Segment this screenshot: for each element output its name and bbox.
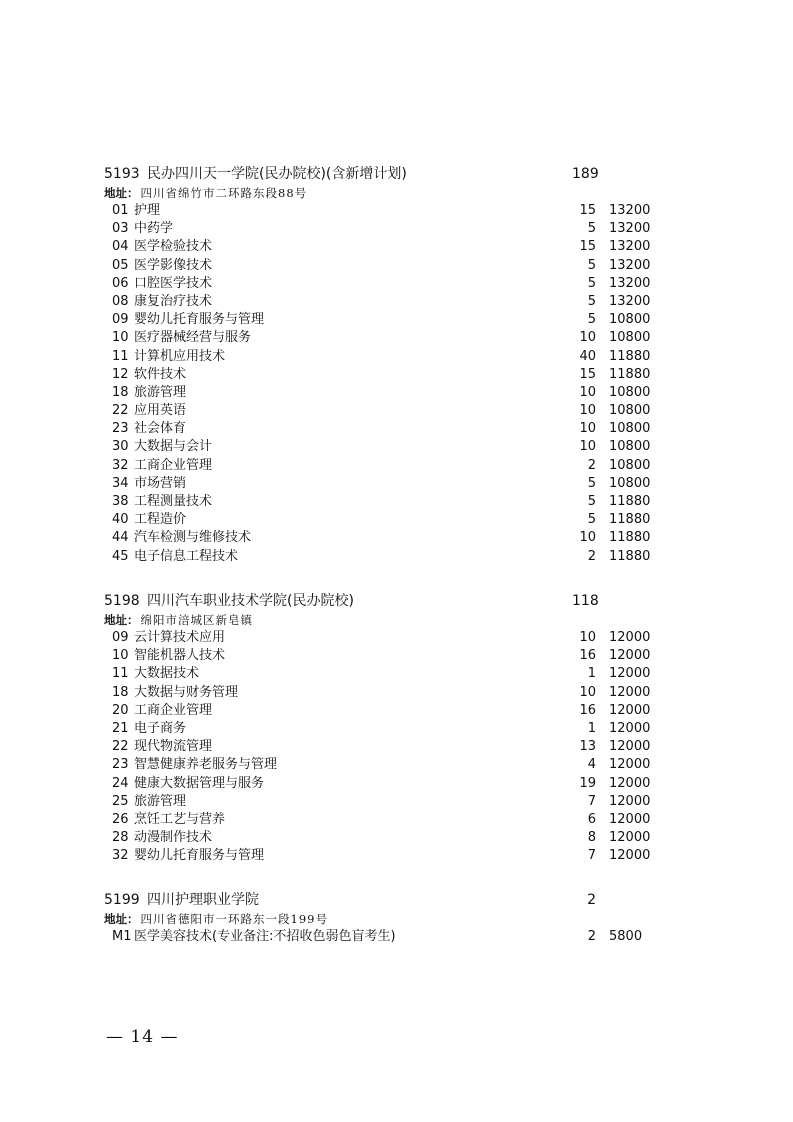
major-code: M1 [112,929,132,944]
major-row [104,829,664,847]
major-quota: 10 [579,439,596,455]
major-code: 44 [112,530,129,546]
major-code: 09 [112,312,129,328]
major-name: 工商企业管理 [134,457,213,473]
major-tuition: 11880 [609,348,651,364]
major-tuition: 10800 [609,439,651,455]
major-tuition: 10800 [609,330,651,346]
major-row [104,257,664,275]
major-code: 34 [112,475,129,491]
major-quota: 7 [587,793,596,809]
major-quota: 10 [579,630,596,645]
major-name: 电子信息工程技术 [134,548,239,564]
major-name: 康复治疗技术 [134,293,213,309]
major-name: 大数据与财务管理 [134,684,239,700]
major-tuition: 12000 [609,830,651,846]
major-name: 婴幼儿托育服务与管理 [134,848,265,864]
major-row [104,402,664,420]
school-block-5198 [104,590,664,865]
major-code: 26 [112,811,129,827]
major-row [104,684,664,702]
major-code: 22 [112,403,129,419]
major-row [104,847,664,865]
major-quota: 10 [579,384,596,400]
major-name: 中药学 [134,221,174,237]
major-quota: 5 [587,257,596,273]
major-name: 软件技术 [134,366,187,382]
address-text: 四川省德阳市一环路东一段199号 [140,912,328,926]
major-code: 22 [112,739,129,755]
school-header [104,889,664,911]
major-quota: 5 [587,494,596,509]
major-list [104,629,664,865]
major-row [104,665,664,683]
major-code: 11 [112,666,129,682]
school-block-5193 [104,163,664,566]
major-tuition: 12000 [609,684,651,700]
major-code: 08 [112,293,129,309]
school-total-quota: 2 [587,892,596,908]
major-quota: 5 [587,221,596,237]
school-address [104,185,664,202]
major-row [104,293,664,311]
major-quota: 10 [579,421,596,437]
major-tuition: 12000 [609,720,651,736]
major-quota: 2 [587,929,596,944]
major-tuition: 10800 [609,475,651,491]
major-quota: 5 [587,293,596,309]
major-name: 计算机应用技术 [134,348,226,364]
major-code: 18 [112,384,129,400]
major-quota: 5 [587,312,596,328]
major-code: 10 [112,648,129,664]
major-quota: 40 [579,348,596,364]
address-text: 四川省绵竹市二环路东段88号 [140,186,308,200]
major-code: 45 [112,548,129,564]
major-name: 大数据技术 [134,666,200,682]
major-code: 09 [112,630,129,645]
major-quota: 10 [579,330,596,346]
school-header [104,590,664,612]
major-tuition: 11880 [609,366,651,382]
major-tuition: 12000 [609,848,651,864]
major-name: 工程测量技术 [134,494,213,509]
major-list [104,202,664,566]
major-row [104,811,664,829]
major-quota: 15 [579,203,596,218]
major-quota: 4 [587,757,596,773]
major-row [104,348,664,366]
major-code: 06 [112,275,129,291]
major-tuition: 11880 [609,512,651,528]
school-name: 四川护理职业学院 [147,892,259,908]
major-row [104,475,664,493]
major-list [104,928,664,946]
major-row [104,220,664,238]
major-tuition: 10800 [609,384,651,400]
address-text: 绵阳市涪城区新皂镇 [140,613,253,627]
major-quota: 2 [587,457,596,473]
major-name: 汽车检测与维修技术 [134,530,252,546]
major-code: 23 [112,421,129,437]
major-quota: 15 [579,239,596,255]
school-code: 5198 [104,593,140,609]
major-code: 30 [112,439,129,455]
major-code: 32 [112,457,129,473]
major-name: 医学美容技术(专业备注:不招收色弱色盲考生) [134,929,396,944]
major-quota: 8 [587,830,596,846]
school-code: 5193 [104,166,140,182]
major-code: 21 [112,720,129,736]
major-tuition: 12000 [609,757,651,773]
major-row [104,384,664,402]
major-name: 电子商务 [134,720,187,736]
major-name: 智慧健康养老服务与管理 [134,757,278,773]
major-tuition: 12000 [609,666,651,682]
major-code: 05 [112,257,129,273]
major-quota: 10 [579,530,596,546]
major-name: 口腔医学技术 [134,275,213,291]
major-tuition: 13200 [609,293,651,309]
major-row [104,756,664,774]
major-name: 医学影像技术 [134,257,213,273]
major-name: 现代物流管理 [134,739,213,755]
major-row [104,702,664,720]
major-quota: 2 [587,548,596,564]
major-name: 市场营销 [134,475,187,491]
major-quota: 10 [579,684,596,700]
major-code: 40 [112,512,129,528]
major-code: 12 [112,366,129,382]
major-code: 24 [112,775,129,791]
major-code: 01 [112,203,129,218]
major-tuition: 12000 [609,775,651,791]
major-quota: 19 [579,775,596,791]
major-name: 动漫制作技术 [134,830,213,846]
address-label: 地址： [104,186,139,200]
major-code: 38 [112,494,129,509]
major-name: 智能机器人技术 [134,648,226,664]
major-quota: 15 [579,366,596,382]
major-code: 11 [112,348,129,364]
major-tuition: 12000 [609,793,651,809]
major-tuition: 13200 [609,239,651,255]
major-tuition: 10800 [609,403,651,419]
major-tuition: 12000 [609,648,651,664]
major-row [104,738,664,756]
address-label: 地址： [104,912,139,926]
major-name: 医学检验技术 [134,239,213,255]
major-code: 04 [112,239,129,255]
major-name: 健康大数据管理与服务 [134,775,265,791]
major-code: 25 [112,793,129,809]
major-code: 28 [112,830,129,846]
major-code: 32 [112,848,129,864]
major-name: 旅游管理 [134,793,187,809]
major-row [104,457,664,475]
major-quota: 10 [579,403,596,419]
major-tuition: 13200 [609,257,651,273]
school-address [104,911,664,928]
major-row [104,793,664,811]
major-tuition: 13200 [609,275,651,291]
major-code: 23 [112,757,129,773]
major-name: 大数据与会计 [134,439,213,455]
major-quota: 1 [587,666,596,682]
major-row [104,928,664,946]
major-row [104,238,664,256]
major-row [104,775,664,793]
school-header [104,163,664,185]
major-row [104,438,664,456]
major-name: 烹饪工艺与营养 [134,811,226,827]
school-block-5199 [104,889,664,946]
major-tuition: 13200 [609,221,651,237]
major-name: 旅游管理 [134,384,187,400]
major-name: 工商企业管理 [134,702,213,718]
school-code: 5199 [104,892,140,908]
major-quota: 7 [587,848,596,864]
major-row [104,493,664,511]
major-tuition: 10800 [609,457,651,473]
major-quota: 16 [579,702,596,718]
major-row [104,202,664,220]
major-quota: 16 [579,648,596,664]
major-tuition: 10800 [609,421,651,437]
school-name: 民办四川天一学院(民办院校)(含新增计划) [147,166,407,182]
school-total-quota: 118 [572,593,599,609]
page-number: — 14 — [106,1027,179,1047]
major-code: 03 [112,221,129,237]
school-name: 四川汽车职业技术学院(民办院校) [147,593,354,609]
major-row [104,529,664,547]
major-code: 18 [112,684,129,700]
school-address [104,612,664,629]
major-tuition: 12000 [609,739,651,755]
major-code: 10 [112,330,129,346]
major-tuition: 12000 [609,811,651,827]
major-tuition: 11880 [609,530,651,546]
major-quota: 1 [587,720,596,736]
major-name: 护理 [134,203,161,218]
major-name: 婴幼儿托育服务与管理 [134,312,265,328]
major-tuition: 11880 [609,494,651,509]
major-tuition: 10800 [609,312,651,328]
major-row [104,329,664,347]
major-quota: 5 [587,512,596,528]
major-name: 工程造价 [134,512,187,528]
major-row [104,511,664,529]
major-row [104,311,664,329]
major-tuition: 12000 [609,702,651,718]
major-row [104,548,664,566]
address-label: 地址： [104,613,139,627]
major-row [104,420,664,438]
major-quota: 5 [587,275,596,291]
major-name: 医疗器械经营与服务 [134,330,252,346]
major-name: 云计算技术应用 [134,630,226,645]
major-name: 社会体育 [134,421,187,437]
major-quota: 13 [579,739,596,755]
major-row [104,629,664,647]
major-row [104,647,664,665]
major-row [104,720,664,738]
major-code: 20 [112,702,129,718]
major-tuition: 11880 [609,548,651,564]
major-name: 应用英语 [134,403,187,419]
major-row [104,366,664,384]
major-quota: 6 [587,811,596,827]
school-total-quota: 189 [572,166,599,182]
major-row [104,275,664,293]
major-quota: 5 [587,475,596,491]
major-tuition: 5800 [609,929,643,944]
major-tuition: 12000 [609,630,651,645]
major-tuition: 13200 [609,203,651,218]
